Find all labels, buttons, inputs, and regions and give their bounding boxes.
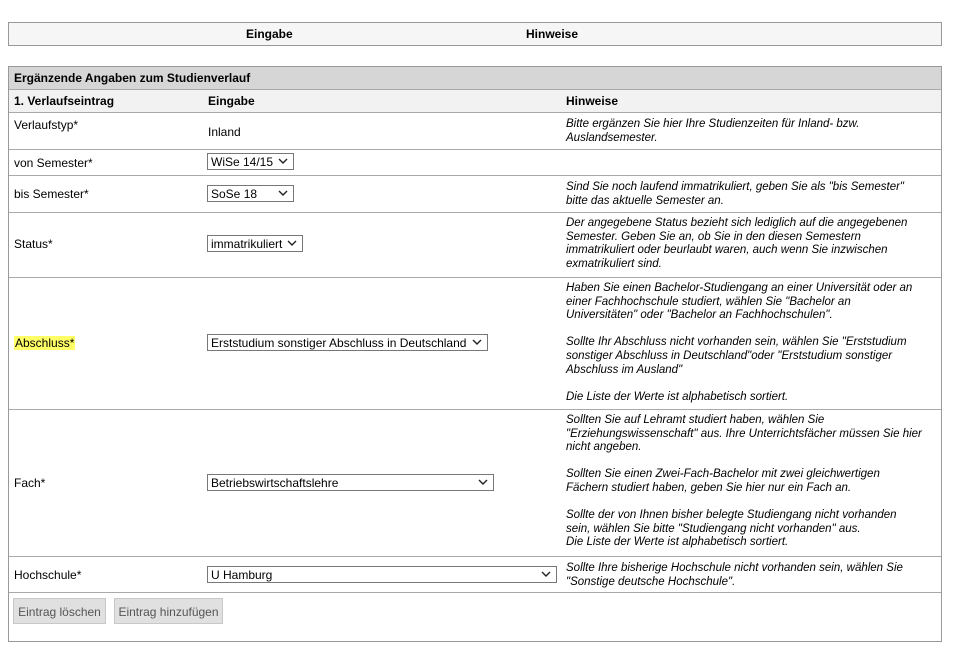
hint-line: Haben Sie einen Bachelor-Studiengang an einer Universität oder an: [566, 282, 913, 294]
label-abschluss: [14, 336, 75, 350]
label-abschluss-highlighted: Abschluss*: [15, 336, 75, 350]
column-header-hints: Hinweise: [566, 94, 619, 108]
abschluss-selected-value: Erststudium sonstiger Abschluss in Deutschland: [211, 336, 467, 350]
hint-line: Bitte ergänzen Sie hier Ihre Studienzeiten für Inland- bzw.: [566, 118, 860, 130]
chevron-down-icon: [478, 477, 488, 487]
hint-line: Die Liste der Werte ist alphabetisch sortiert.: [566, 390, 789, 403]
label-hochschule: Hochschule*: [14, 568, 82, 582]
hint-line: exmatrikuliert sind.: [566, 257, 662, 270]
hint-line: Fächern studiert haben, geben Sie hier nur ein Fach an.: [566, 481, 852, 494]
hint-fach: [566, 414, 938, 550]
hint-line: Semester. Geben Sie an, ob Sie in den diesen Semestern: [566, 230, 861, 243]
value-verlaufstyp: Inland: [208, 125, 241, 139]
row-fach: [9, 410, 941, 557]
section-title: Ergänzende Angaben zum Studienverlauf: [14, 71, 251, 85]
delete-entry-label: Eintrag löschen: [18, 605, 101, 619]
hint-line: einer Fachhochschule studiert, wählen Sie "Bachelor an: [566, 295, 851, 308]
hint-line: [566, 496, 938, 510]
hint-line: Sollte Ihre bisherige Hochschule nicht vorhanden sein, wählen Sie: [566, 562, 903, 574]
hint-line: sein, wählen Sie bitte "Studiengang nicht vorhanden" aus.: [566, 522, 861, 535]
hint-line: [566, 323, 938, 337]
hint-status: [566, 217, 938, 271]
label-von-semester: von Semester*: [14, 156, 93, 170]
hint-line: "Sonstige deutsche Hochschule".: [566, 575, 736, 588]
von-semester-select[interactable]: [207, 153, 294, 170]
row-bis-semester: [9, 176, 941, 213]
hint-line: Sollte Ihr Abschluss nicht vorhanden sein, wählen Sie "Erststudium: [566, 336, 907, 349]
section-title-bar: [9, 67, 941, 90]
chevron-down-icon: [287, 238, 297, 248]
column-header-row: [9, 90, 941, 113]
hochschule-select[interactable]: [207, 566, 557, 583]
fach-select[interactable]: [207, 474, 494, 491]
hint-line: Der angegebene Status bezieht sich lediglich auf die angegebenen: [566, 217, 908, 229]
hint-bis-semester: [566, 181, 938, 208]
hint-line: Sind Sie noch laufend immatrikuliert, geben Sie als "bis Semester": [566, 181, 904, 193]
hint-line: Auslandsemester.: [566, 131, 658, 144]
top-header-input: Eingabe: [246, 27, 293, 41]
fach-selected-value: Betriebswirtschaftslehre: [211, 476, 339, 490]
studienverlauf-panel: [8, 66, 942, 642]
delete-entry-button[interactable]: [13, 598, 106, 624]
chevron-down-icon: [278, 156, 288, 166]
row-verlaufstyp: [9, 113, 941, 150]
hint-line: nicht angeben.: [566, 441, 642, 454]
hint-line: Universitäten" oder "Bachelor an Fachhochschulen".: [566, 309, 833, 322]
label-bis-semester: bis Semester*: [14, 187, 89, 201]
bis-semester-select[interactable]: [207, 185, 294, 202]
column-header-entry: 1. Verlaufseintrag: [14, 94, 115, 108]
hint-abschluss: [566, 282, 938, 404]
hint-line: [566, 377, 938, 391]
hint-verlaufstyp: [566, 118, 938, 145]
row-hochschule: [9, 557, 941, 593]
hint-line: Sollten Sie auf Lehramt studiert haben, wählen Sie: [566, 414, 825, 426]
hint-line: Sollten Sie einen Zwei-Fach-Bachelor mit zwei gleichwertigen: [566, 468, 880, 481]
hint-line: "Erziehungswissenschaft" aus. Ihre Unterrichtsfächer müssen Sie hier: [566, 427, 922, 440]
hint-line: Sollte der von Ihnen bisher belegte Studiengang nicht vorhanden: [566, 509, 897, 522]
label-status: Status*: [14, 237, 53, 251]
chevron-down-icon: [541, 569, 551, 579]
hint-line: bitte das aktuelle Semester an.: [566, 194, 724, 207]
hochschule-selected-value: U Hamburg: [211, 568, 273, 582]
hint-hochschule: [566, 562, 938, 589]
row-abschluss: [9, 278, 941, 410]
status-select[interactable]: [207, 235, 303, 252]
row-von-semester: [9, 150, 941, 176]
hint-line: immatrikuliert oder beurlaubt waren, auch wenn Sie inzwischen: [566, 244, 888, 257]
add-entry-button[interactable]: [114, 598, 223, 624]
chevron-down-icon: [472, 337, 482, 347]
von-semester-selected-value: WiSe 14/15: [211, 155, 274, 169]
hint-line: Abschluss im Ausland": [566, 363, 683, 376]
label-fach: Fach*: [14, 476, 46, 490]
hint-line: Die Liste der Werte ist alphabetisch sortiert.: [566, 536, 789, 549]
column-header-input: Eingabe: [208, 94, 255, 108]
add-entry-label: Eintrag hinzufügen: [118, 605, 219, 619]
label-verlaufstyp: Verlaufstyp*: [14, 118, 79, 132]
status-selected-value: immatrikuliert: [211, 237, 283, 251]
chevron-down-icon: [278, 188, 288, 198]
top-header-hints: Hinweise: [526, 27, 579, 41]
hint-line: sonstiger Abschluss in Deutschland"oder "Erststudium sonstiger: [566, 349, 893, 362]
top-header-bar: [8, 22, 942, 46]
hint-line: [566, 455, 938, 469]
bis-semester-selected-value: SoSe 18: [211, 187, 258, 201]
row-status: [9, 213, 941, 278]
abschluss-select[interactable]: [207, 334, 488, 351]
